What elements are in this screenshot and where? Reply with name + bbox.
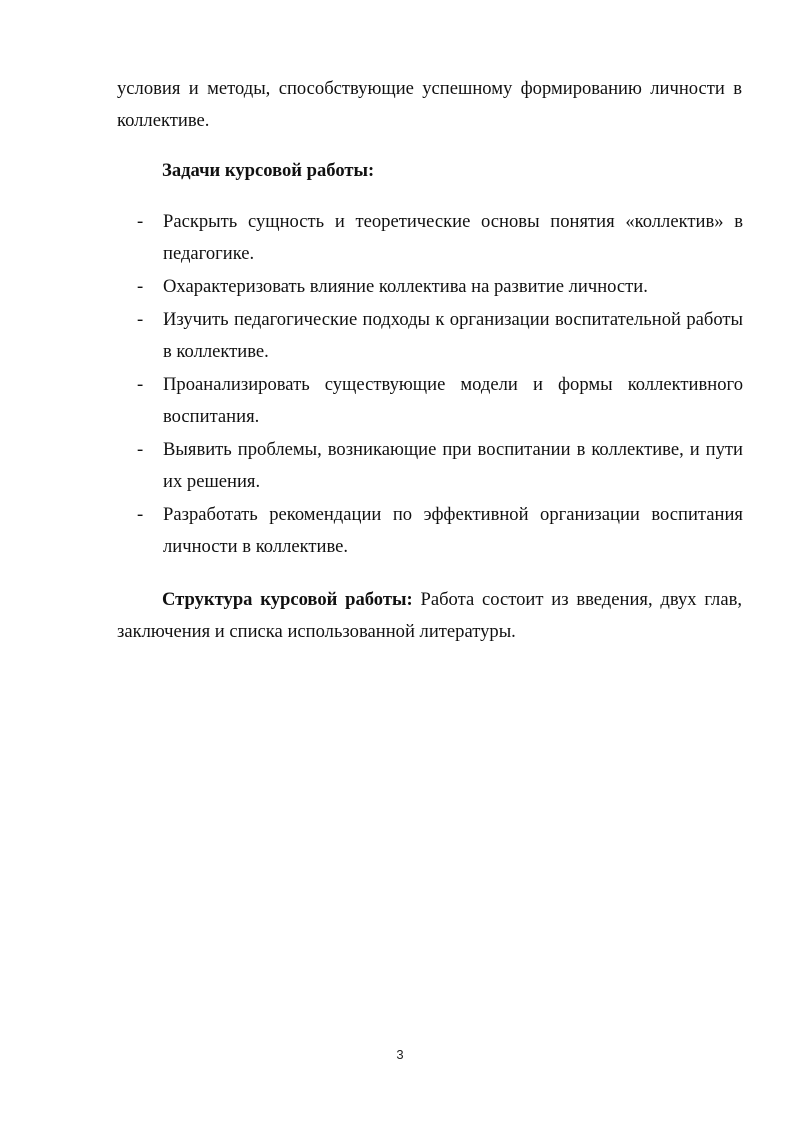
list-item-text: Разработать рекомендации по эффективной организации воспитания личности в коллективе. — [163, 504, 743, 557]
list-item — [0, 369, 800, 433]
list-bullet: - — [137, 439, 144, 460]
list-bullet: - — [137, 309, 144, 330]
list-bullet: - — [137, 374, 144, 395]
list-item — [0, 434, 800, 498]
list-item-text: Изучить педагогические подходы к организации воспитательной работы в коллективе. — [163, 309, 743, 362]
list-bullet: - — [137, 211, 144, 232]
structure-text: Работа состоит из введения, двух глав, заключения и списка использованной литературы. — [117, 589, 743, 642]
list-item — [0, 206, 800, 270]
structure-paragraph — [117, 584, 742, 648]
list-bullet: - — [137, 504, 144, 525]
intro-paragraph: условия и методы, способствующие успешному формированию личности в коллективе. — [117, 78, 742, 131]
list-item-text: Охарактеризовать влияние коллектива на развитие личности. — [163, 276, 648, 297]
page-number: 3 — [396, 1047, 404, 1062]
tasks-heading: Задачи курсовой работы: — [162, 160, 375, 181]
task-list — [0, 206, 800, 564]
list-item — [0, 499, 800, 563]
list-item-text: Проанализировать существующие модели и формы коллективного воспитания. — [163, 374, 743, 427]
list-item — [0, 304, 800, 368]
list-item-text: Раскрыть сущность и теоретические основы понятия «коллектив» в педагогике. — [163, 211, 743, 264]
list-item-text: Выявить проблемы, возникающие при воспитании в коллективе, и пути их решения. — [163, 439, 743, 492]
list-item — [0, 271, 800, 303]
structure-lead: Структура курсовой работы: — [162, 589, 413, 610]
list-bullet: - — [137, 276, 144, 297]
